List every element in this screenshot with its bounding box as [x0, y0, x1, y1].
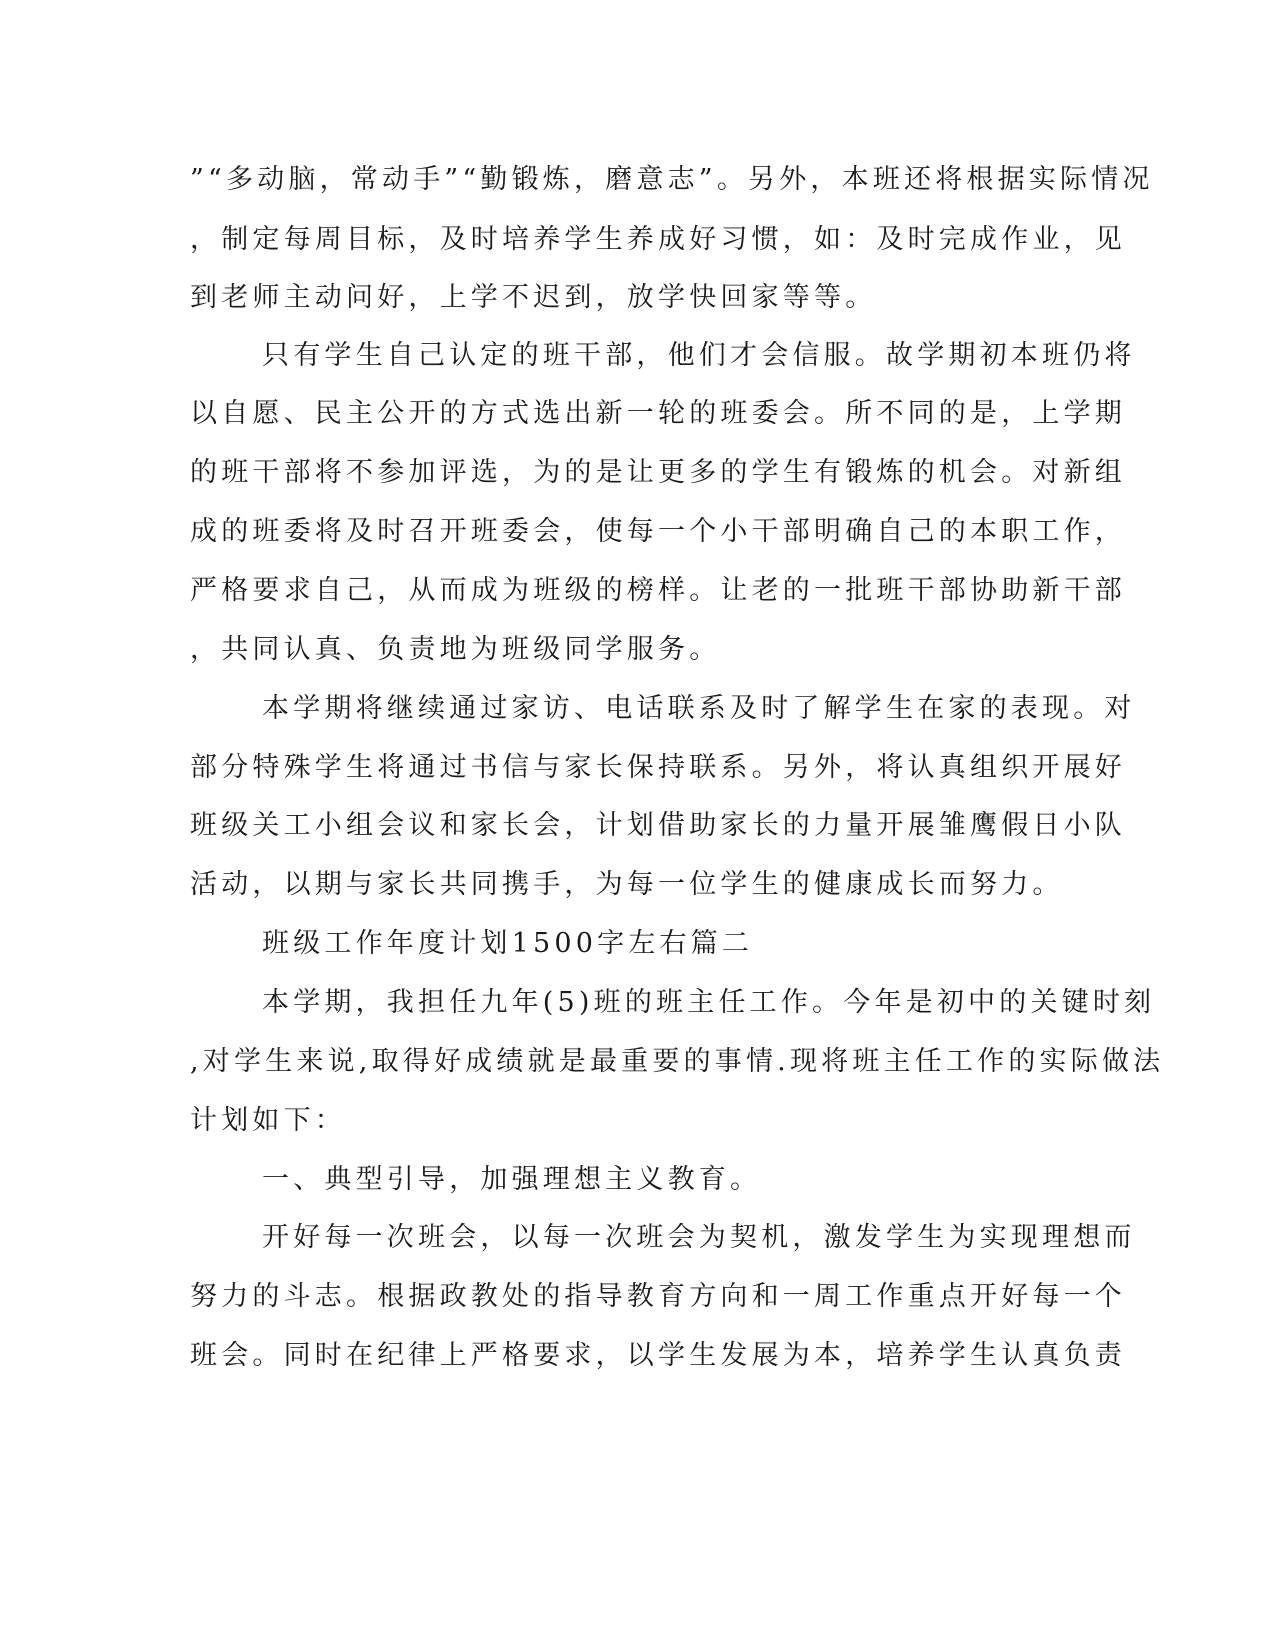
paragraph-2-line-5: 严格要求自己，从而成为班级的榜样。让老的一批班干部协助新干部 [190, 575, 1126, 606]
paragraph-2-line-6: ，共同认真、负责地为班级同学服务。 [190, 634, 721, 665]
paragraph-3-line-3: 班级关工小组会议和家长会，计划借助家长的力量开展雏鹰假日小队 [190, 810, 1126, 841]
text-line-1: ”“多动脑，常动手”“勤锻炼，磨意志”。另外，本班还将根据实际情况 [190, 164, 1154, 195]
paragraph-5-line-2: 努力的斗志。根据政教处的指导教育方向和一周工作重点开好每一个 [190, 1281, 1126, 1312]
paragraph-2-line-2: 以自愿、民主公开的方式选出新一轮的班委会。所不同的是，上学期 [190, 398, 1126, 429]
paragraph-2-line-1: 只有学生自己认定的班干部，他们才会信服。故学期初本班仍将 [262, 340, 1136, 371]
paragraph-4-line-3: 计划如下： [190, 1105, 346, 1136]
paragraph-2-line-4: 成的班委将及时召开班委会，使每一个小干部明确自己的本职工作， [190, 516, 1126, 547]
paragraph-3-line-1: 本学期将继续通过家访、电话联系及时了解学生在家的表现。对 [262, 693, 1136, 724]
paragraph-5-line-3: 班会。同时在纪律上严格要求，以学生发展为本，培养学生认真负责 [190, 1340, 1126, 1371]
paragraph-3-line-4: 活动，以期与家长共同携手，为每一位学生的健康成长而努力。 [190, 869, 1064, 900]
paragraph-4-line-1: 本学期，我担任九年(5)班的班主任工作。今年是初中的关键时刻 [262, 987, 1156, 1018]
paragraph-4-line-2: ,对学生来说,取得好成绩就是最重要的事情.现将班主任工作的实际做法 [190, 1046, 1165, 1077]
text-line-2: ，制定每周目标，及时培养学生养成好习惯，如：及时完成作业，见 [190, 224, 1126, 255]
section-heading: 班级工作年度计划1500字左右篇二 [262, 928, 754, 959]
paragraph-5-line-1: 开好每一次班会，以每一次班会为契机，激发学生为实现理想而 [262, 1222, 1136, 1253]
paragraph-3-line-2: 部分特殊学生将通过书信与家长保持联系。另外，将认真组织开展好 [190, 752, 1126, 783]
paragraph-2-line-3: 的班干部将不参加评选，为的是让更多的学生有锻炼的机会。对新组 [190, 457, 1126, 488]
text-line-3: 到老师主动问好，上学不迟到，放学快回家等等。 [190, 282, 877, 313]
subheading-1: 一、典型引导，加强理想主义教育。 [262, 1164, 762, 1195]
